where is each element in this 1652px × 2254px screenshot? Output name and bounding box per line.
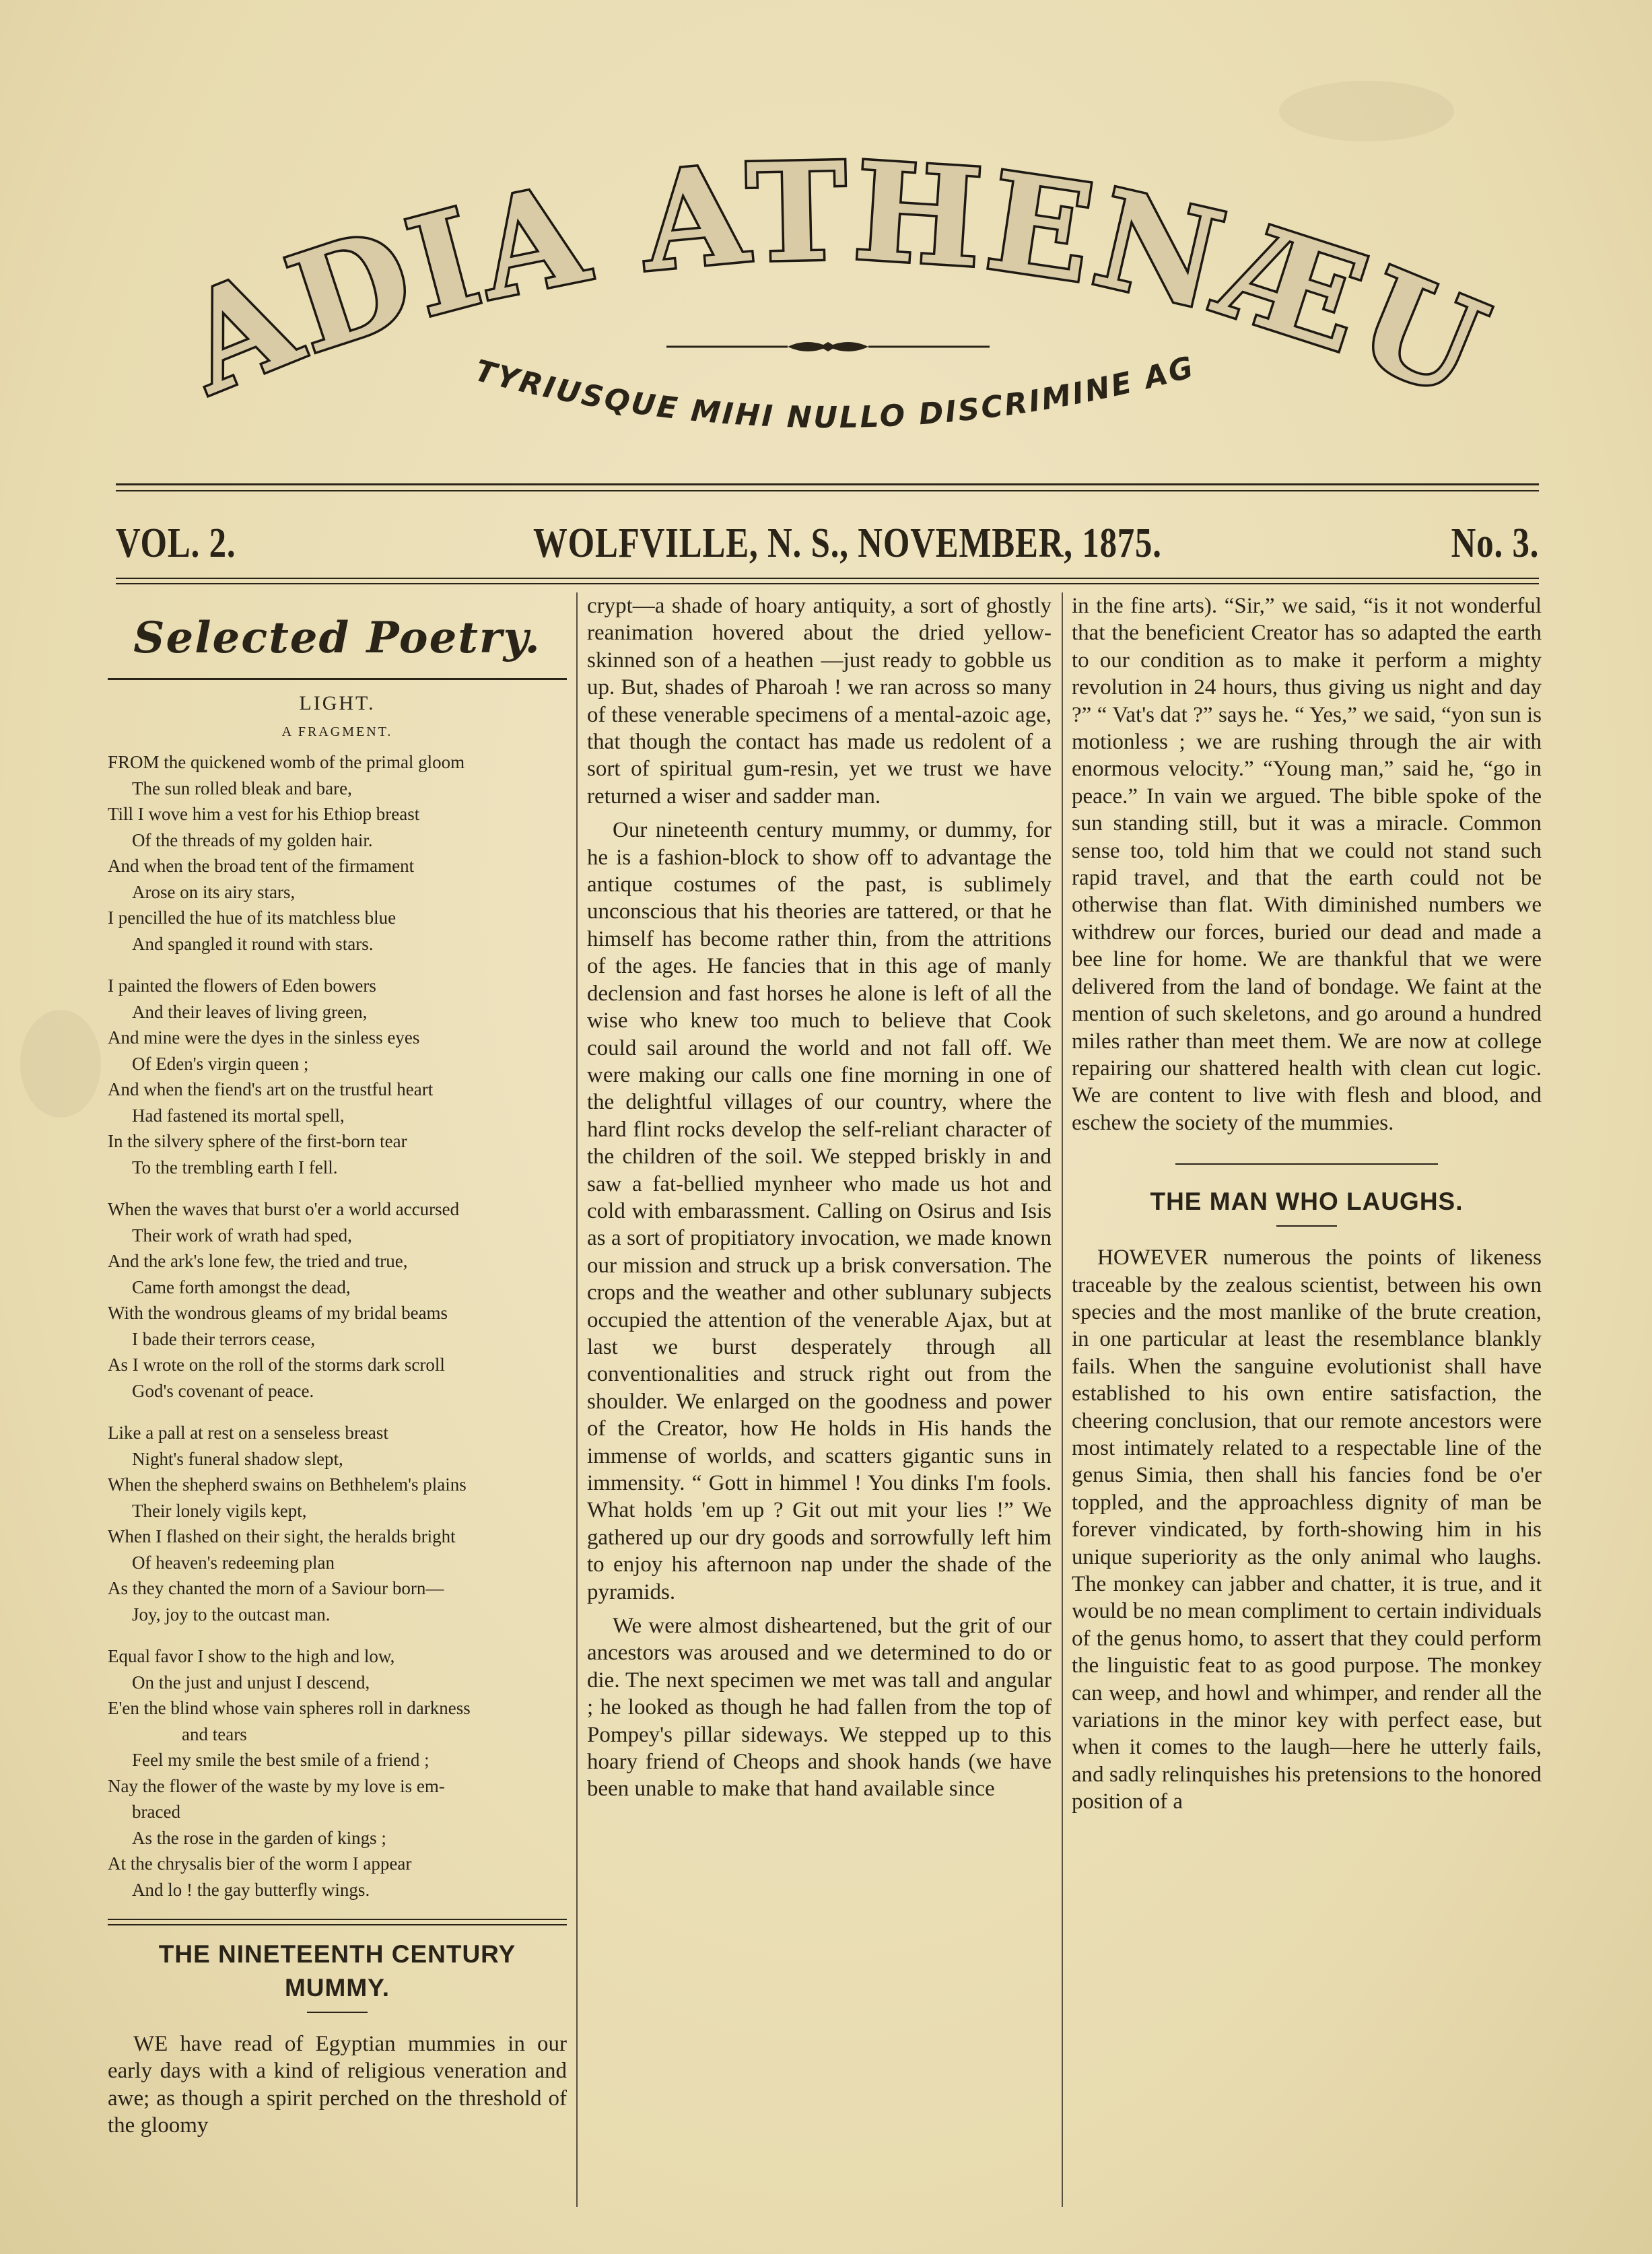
- poem-line: With the wondrous gleams of my bridal beams: [108, 1303, 448, 1323]
- masthead-ornament: [666, 342, 990, 351]
- poem-stanza: [108, 1420, 567, 1627]
- masthead-title: ADIA ATHENÆU: [162, 132, 1509, 431]
- poem-line: As they chanted the morn of a Saviour born—: [108, 1578, 444, 1598]
- poem-line: braced: [132, 1802, 180, 1822]
- volume-label: VOL. 2.: [116, 520, 236, 566]
- poem-line: Had fastened its mortal spell,: [132, 1105, 345, 1126]
- poem-line: As I wrote on the roll of the storms dark scroll: [108, 1355, 445, 1375]
- column-1: [108, 592, 567, 2207]
- poem-line: Night's funeral shadow slept,: [132, 1448, 343, 1469]
- poem-line: To the trembling earth I fell.: [132, 1157, 338, 1177]
- poem-line: As the rose in the garden of kings ;: [132, 1827, 386, 1848]
- poem-line: In the silvery sphere of the first-born tear: [108, 1131, 407, 1151]
- poem-line: God's covenant of peace.: [132, 1380, 314, 1401]
- poem-line: And spangled it round with stars.: [132, 933, 374, 954]
- column-rule: [1062, 592, 1063, 2207]
- masthead-rule: [116, 490, 1539, 491]
- column-3: [1072, 592, 1542, 2207]
- poem-line: Their lonely vigils kept,: [132, 1500, 307, 1521]
- laughs-article-heading: THE MAN WHO LAUGHS.: [1150, 1188, 1464, 1216]
- poem-line: Of Eden's virgin queen ;: [132, 1053, 309, 1074]
- poem-line: And when the broad tent of the firmament: [108, 856, 415, 876]
- poem-line: And the ark's lone few, the tried and true,: [108, 1251, 408, 1271]
- poem-subtitle: A FRAGMENT.: [281, 724, 393, 739]
- heading-rule: [1276, 1225, 1337, 1227]
- poem-line: And mine were the dyes in the sinless eyes: [108, 1027, 420, 1048]
- issue-number: No. 3.: [1451, 520, 1539, 566]
- masthead: [108, 128, 1548, 478]
- poem-line: I painted the flowers of Eden bowers: [108, 976, 376, 996]
- mummy-article-paragraph: in the fine arts). “Sir,” we said, “is it not wonderful that the beneficient Creator has so adapted the earth to our condition as to make it perform a mighty revolution in 24 hours, thus giving us night and day ?” “ Vat's dat ?” says he. “ Yes,” we said, “yon sun is motionless ; we are rushing through the air with enormous velocity.” “Young man,” said he, “go in peace.” In vain we argued. The bible spoke of the sun standing still, but it was a miracle. Common sense too, told him that we could not stand such rapid travel, and that the earth could not be otherwise than flat. With diminished numbers we withdrew our forces, buried our dead and made a bee line for home. We are thankful that we were delivered from the land of bondage. We faint at the mention of such skeletons, and go around a hundred miles rather than meet them. We are now at college repairing our shattered health with clean cut logic. We are content to live with flesh and blood, and eschew the society of the mummies.: [1072, 594, 1542, 1135]
- poem-line: On the just and unjust I descend,: [132, 1672, 370, 1693]
- heading-rule: [307, 2012, 368, 2013]
- poem-line: Nay the flower of the waste by my love is em-: [108, 1775, 445, 1796]
- poem-line: Of heaven's redeeming plan: [132, 1552, 335, 1573]
- poem-line: Equal favor I show to the high and low,: [108, 1646, 395, 1666]
- masthead-logo: [108, 128, 1548, 478]
- poem-line: E'en the blind whose vain spheres roll in darkness: [108, 1698, 471, 1718]
- mummy-article-heading: THE NINETEENTH CENTURY MUMMY.: [158, 1940, 516, 2002]
- poem-line: When I flashed on their sight, the heralds bright: [108, 1526, 456, 1546]
- poem-line: Like a pall at rest on a senseless breast: [108, 1423, 388, 1443]
- place-date-label: WOLFVILLE, N. S., NOVEMBER, 1875.: [533, 520, 1162, 566]
- dateline-rule: [116, 578, 1539, 579]
- column-2: [587, 592, 1052, 2207]
- poem-line: and tears: [182, 1723, 247, 1744]
- poem-line: At the chrysalis bier of the worm I appear: [108, 1853, 412, 1874]
- poem-line: Joy, joy to the outcast man.: [132, 1604, 331, 1625]
- mummy-article-paragraph: We were almost disheartened, but the grit of our ancestors was aroused and we determined to do or die. The next specimen we met was tall and angular ; he looked as though he had fallen from the top of Pompey's pillar sideways. We stepped up to this hoary friend of Cheops and shook hands (we have been unable to make that hand available since: [587, 1614, 1052, 1802]
- section-rule: [108, 1919, 567, 1925]
- poem-line: I pencilled the hue of its matchless blue: [108, 908, 397, 928]
- laughs-article-paragraph: HOWEVER numerous the points of likeness traceable by the zealous scientist, between his own species and the most manlike of the brute creation, in one particular at least the resemblance blankly fails. When the sanguine evolutionist shall have established to his own entire satisfaction, the cheering conclusion, that our remote ancestors were most intimately related to a respectable line of the genus Simia, then shall his fancies fond be o'er toppled, and the approachless dignity of man be forever vindicated, by forth-showing him in his unique superiority as the only animal who laughs. The monkey can jabber and chatter, it is true, and it would be no mean compliment to certain individuals of the genus homo, to assert that they could perform the linguistic feat to as good purpose. The monkey can weep, and howl and whimper, and render all the variations in the minor key with perfect ease, but when it comes to the laugh—here he utterly fails, and sadly relinquishes his pretensions to the honored position of a: [1072, 1245, 1542, 1814]
- poem-line: Feel my smile the best smile of a friend ;: [132, 1750, 429, 1770]
- poem-line: And their leaves of living green,: [132, 1001, 368, 1022]
- poem-line: Their work of wrath had sped,: [132, 1225, 352, 1245]
- mummy-article-paragraph: Our nineteenth century mummy, or dummy, for he is a fashion-block to show off to advantage the antique costumes of the past, is sublimely unconscious that his theories are tattered, or that he himself has become rather thin, from the attritions of the ages. He fancies that in this age of manly declension and fast horses he alone is left of all the wise who knew too much to believe that Cook could sail around the world and not fall off. We were making our calls one fine morning in one of the delightful villages of our country, where the hard flint rocks develop the self-reliant character of the children of the soil. We stepped briskly in and saw a fat-bellied mynheer who made us hot and cold with embarassment. Calling on Osirus and Isis as a sort of propitiatory invocation, we made known our mission and struck up a brisk conversation. The crops and the weather and other sublunary subjects occupied the attention of the venerable Ajax, but at last we burst desperately through all conventionalities and struck right out from the shoulder. We enlarged on the goodness and power of the Creator, how He holds in His hands the immense of worlds, and scatters gigantic suns in immensity. “ Gott in himmel ! You dinks I'm fools. What holds 'em up ? Git out mit your lies !” We gathered up our dry goods and sorrowfully left him to enjoy his afternoon nap under the shade of the pyramids.: [587, 818, 1052, 1604]
- poem-line: I bade their terrors cease,: [132, 1328, 316, 1349]
- poem-line: Arose on its airy stars,: [132, 881, 296, 902]
- poem-line: And lo ! the gay butterfly wings.: [132, 1879, 370, 1900]
- poem-stanza: [108, 1643, 567, 1903]
- poetry-section-heading: Selected Poetry.: [108, 613, 567, 680]
- mummy-article-paragraph: WE have read of Egyptian mummies in our early days with a kind of religious veneration and awe; as though a spirit perched on the threshold of the gloomy: [108, 2032, 567, 2138]
- dateline-rule: [116, 583, 1539, 584]
- poem-stanza: [108, 749, 567, 957]
- poem-line: Came forth amongst the dead,: [132, 1276, 351, 1297]
- masthead-rule: [116, 483, 1539, 485]
- poem-stanza: [108, 1196, 567, 1404]
- poem-line: Of the threads of my golden hair.: [132, 829, 373, 850]
- section-rule: [1175, 1163, 1438, 1165]
- poem-line: And when the fiend's art on the trustful heart: [108, 1079, 434, 1099]
- poem-stanza: [108, 973, 567, 1180]
- poem-line: FROM the quickened womb of the primal gloom: [108, 752, 465, 772]
- masthead-motto: TYRIUSQUE MIHI NULLO DISCRIMINE AG: [471, 349, 1199, 436]
- dateline: [116, 512, 1539, 572]
- poem-line: Till I wove him a vest for his Ethiop breast: [108, 804, 420, 824]
- paper-stain: [20, 1010, 101, 1118]
- poem-line: The sun rolled bleak and bare,: [132, 778, 352, 798]
- poem-line: When the waves that burst o'er a world accursed: [108, 1199, 460, 1219]
- poem-line: When the shepherd swains on Bethhelem's plains: [108, 1474, 467, 1495]
- poem-title: LIGHT.: [299, 692, 376, 714]
- column-rule: [576, 592, 578, 2207]
- mummy-article-paragraph: crypt—a shade of hoary antiquity, a sort of ghostly reanimation hovered about the dried yellow-skinned son of a heathen —just ready to gobble us up. But, shades of Pharoah ! we ran across so many of these venerable specimens of a mental-azoic age, that though the contact has made us redolent of a sort of spiritual gum-resin, yet we trust we have returned a wiser and sadder man.: [587, 594, 1052, 809]
- poem-body: [108, 749, 567, 1903]
